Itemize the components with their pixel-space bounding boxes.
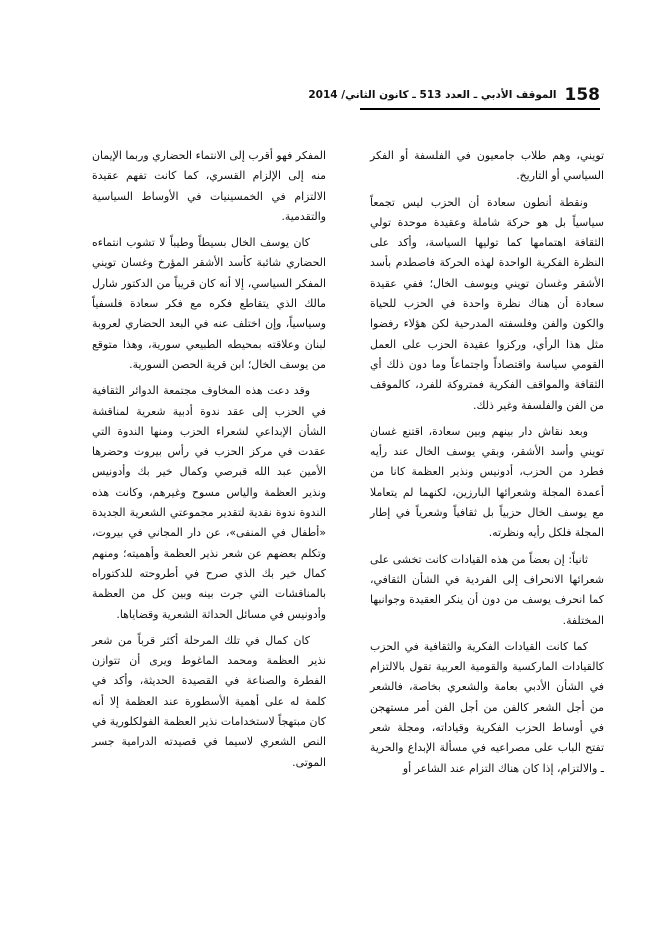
paragraph: كان كمال في تلك المرحلة أكثر قرباً من شعر نذير العظمة ومحمد الماغوط ويرى أن تتوازن الفطرة والصناعة في القصيدة الحديثة، وأكد في كلمة له على أهمية الأسطورة عند العظمة إلا أنه كان مبتهجاً لاستخدامات نذير العظمة الفولكلورية في النص الشعري لاسيما في قصيدته الدرامية جسر الموتى. xyxy=(92,633,326,769)
paragraph: تويني، وهم طلاب جامعيون في الفلسفة أو الفكر السياسي أو التاريخ. xyxy=(370,149,604,183)
paragraph: ثانياً: إن بعضاً من هذه القيادات كانت تخشى على شعرائها الانحراف إلى الفردية في الشأن الثقافي، كما انحرف يوسف من دون أن ينكر العقيدة وجوانبها المختلفة. xyxy=(370,552,604,627)
page-header xyxy=(308,80,600,110)
paragraph: المفكر فهو أقرب إلى الانتماء الحضاري وربما الإيمان منه إلى الإلزام القسري، كما كانت تفهم عقيدة الالتزام في الخمسينيات في الأوساط السياسية والتقدمية. xyxy=(92,149,326,223)
running-title: الموقف الأدبي ـ العدد 513 ـ كانون الثاني/ 2014 xyxy=(308,89,557,101)
paragraph: وقد دعت هذه المخاوف مجتمعة الدوائر الثقافية في الحزب إلى عقد ندوة أدبية شعرية لمناقشة الشأن الإبداعي لشعراء الحزب ومنها الندوة التي عقدت في مركز الحزب في رأس بيروت وحضرها الأمين عبد الله قبرصي وكمال خير بك وأدونيس ونذير العظمة والياس مسوح وغيرهم، وكانت هذه الندوة ندوة نقدية لتقدير مجموعتي الشعرية الجديدة «أطفال في المنفى»، عن دار المجاني في بيروت، وتكلم بعضهم عن شعر نذير العظمة وأهميته؛ ومنهم كمال خير بك الذي صرح في أطروحته للدكتوراه بالمناقشات التي جرت بينه وبين كل من العظمة وأدونيس في مسائل الحداثة الشعرية وقضاياها. xyxy=(92,384,326,621)
header-rule xyxy=(360,108,600,110)
paragraph: ونقطة أنطون سعادة أن الحزب ليس تجمعاً سياسياً بل هو حركة شاملة وعقيدة موحدة تولي الثقافة اهتمامها كما توليها السياسة، وأكد على النظرة الفكرية الواحدة لهذه الحركة فاصطدم بأسد الأشقر وغسان تويني ويوسف الخال؛ ففي عقيدة سعادة أن هناك نظرة واحدة في الحزب للحياة والكون والفن وفلسفته المدرحية لكن هؤلاء رفضوا مثل هذا الرأي، وركزوا عقيدة الحزب على العمل القومي سياسة واقتصاداً واجتماعاً وما دون ذلك أي الثقافة والمواقف الفكرية فمتروكة للفرد، كالموقف من الفن والفلسفة وغير ذلك. xyxy=(370,195,604,412)
paragraph: وبعد نقاش دار بينهم وبين سعادة، اقتنع غسان تويني وأسد الأشقر، وبقي يوسف الخال عند رأيه فطرد من الحزب، أدونيس ونذير العظمة كانا من أعمدة المجلة وشعرائها البارزين، لكنهما لم يتعاملا مع يوسف الخال حزبياً بل ثقافياً وشعرياً في إطار المجلة فلكل رأيه ونظرته. xyxy=(370,424,604,540)
left-column xyxy=(92,146,326,779)
right-column xyxy=(370,146,604,785)
paragraph: كما كانت القيادات الفكرية والثقافية في الحزب كالقيادات الماركسية والقومية العربية تقول بالالتزام في الشأن الأدبي بعامة والشعري بخاصة، فالشعر من أجل الشعر كالفن من أجل الفن أمر مستهجن في أوساط الحزب الفكرية وقياداته، ومجلة شعر تفتح الباب على مصراعيه في مسألة الإبداع والحرية ـ والالتزام، إذا كان هناك التزام عند الشاعر أو xyxy=(370,639,604,775)
paragraph: كان يوسف الخال بسيطاً وطيباً لا تشوب انتماءه الحضاري شائبة كأسد الأشقر المؤرخ وغسان تويني المفكر السياسي، إلا أنه كان قريباً من الدكتور شارل مالك الذي يتقاطع فكره مع فكر سعادة فلسفياً وسياسياً، وإن اختلف عنه في البعد الحضاري لعروبة لبنان وعلاقته بمحيطه الطبيعي سورية، وهذا متوقع من يوسف الخال؛ ابن قرية الحصن السورية. xyxy=(92,236,326,371)
page-number: 158 xyxy=(564,85,600,105)
